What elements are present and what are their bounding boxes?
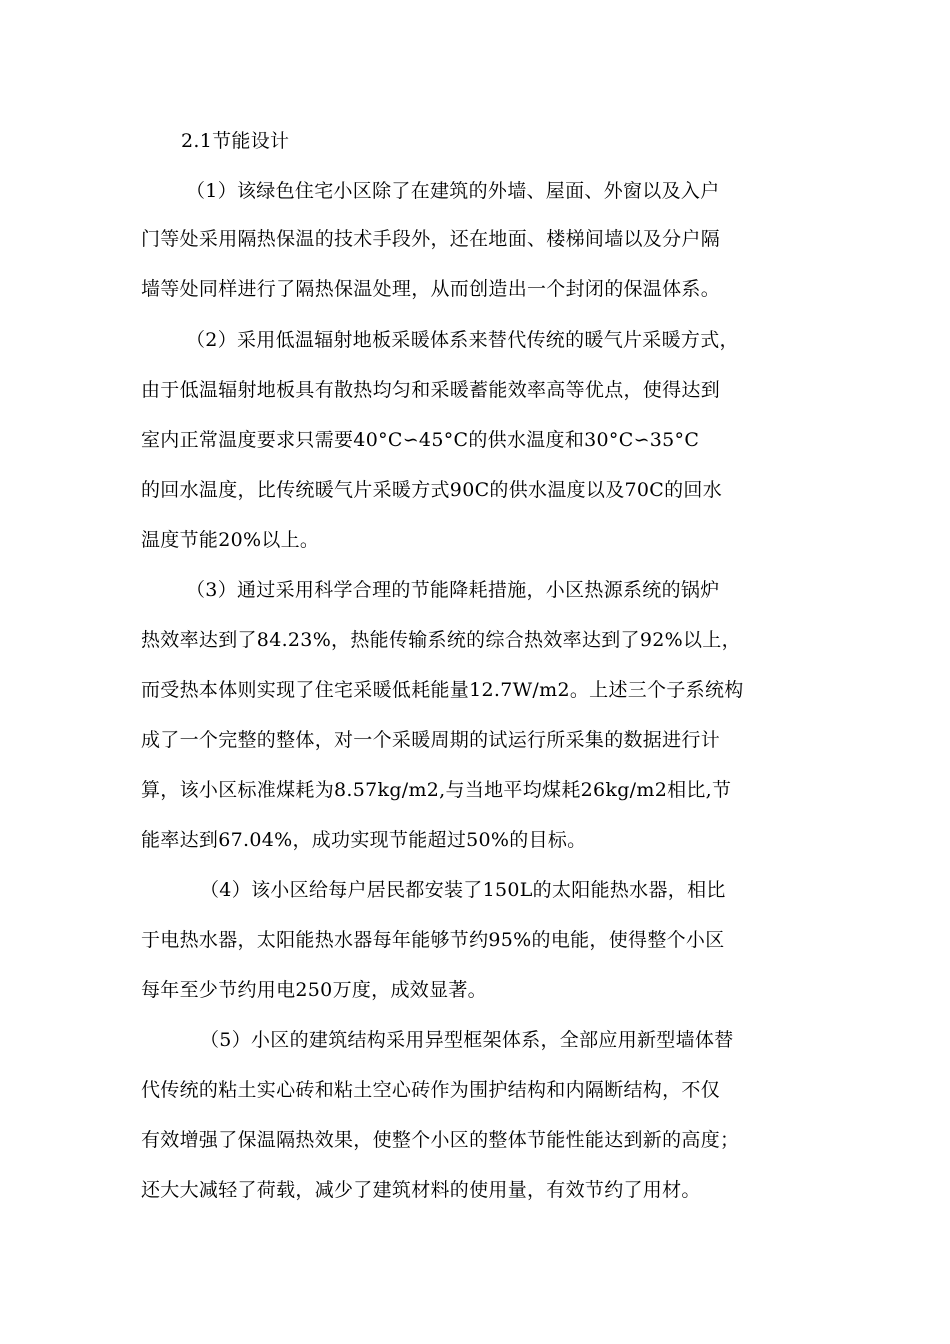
paragraph-4-line-3: 每年至少节约用电250万度，成效显著。 <box>141 979 487 1001</box>
paragraph-2-line-3: 室内正常温度要求只需要40°C∽45°C的供水温度和30°C∽35°C <box>141 429 700 451</box>
paragraph-3-line-5: 算，该小区标准煤耗为8.57kg/m2,与当地平均煤耗26kg/m2相比,节 <box>141 779 732 801</box>
paragraph-2-line-4: 的回水温度，比传统暖气片采暖方式90C的供水温度以及70C的回水 <box>141 479 723 501</box>
paragraph-5-line-2: 代传统的粘土实心砖和粘土空心砖作为围护结构和内隔断结构，不仅 <box>141 1079 721 1101</box>
paragraph-5-line-1: （5）小区的建筑结构采用异型框架体系，全部应用新型墙体替 <box>200 1029 734 1051</box>
paragraph-3-line-1: （3）通过采用科学合理的节能降耗措施，小区热源系统的锅炉 <box>186 579 720 601</box>
paragraph-3-line-2: 热效率达到了84.23%，热能传输系统的综合热效率达到了92%以上， <box>141 629 741 651</box>
paragraph-2-line-1: （2）采用低温辐射地板采暖体系来替代传统的暖气片采暖方式， <box>186 329 739 351</box>
paragraph-5-line-4: 还大大减轻了荷载，减少了建筑材料的使用量，有效节约了用材。 <box>141 1179 701 1201</box>
paragraph-1-line-2: 门等处采用隔热保温的技术手段外，还在地面、楼梯间墙以及分户隔 <box>141 228 721 250</box>
paragraph-3-line-6: 能率达到67.04%，成功实现节能超过50%的目标。 <box>141 829 587 851</box>
paragraph-2-line-5: 温度节能20%以上。 <box>141 529 320 551</box>
section-heading: 2.1节能设计 <box>181 130 290 152</box>
paragraph-5-line-3: 有效增强了保温隔热效果，使整个小区的整体节能性能达到新的高度； <box>141 1129 740 1151</box>
paragraph-4-line-1: （4）该小区给每户居民都安装了150L的太阳能热水器，相比 <box>200 879 726 901</box>
paragraph-3-line-3: 而受热本体则实现了住宅采暖低耗能量12.7W/m2。上述三个子系统构 <box>141 679 744 701</box>
paragraph-1-line-3: 墙等处同样进行了隔热保温处理，从而创造出一个封闭的保温体系。 <box>141 278 721 300</box>
paragraph-1-line-1: （1）该绿色住宅小区除了在建筑的外墙、屋面、外窗以及入户 <box>186 180 720 202</box>
paragraph-2-line-2: 由于低温辐射地板具有散热均匀和采暖蓄能效率高等优点，使得达到 <box>141 379 721 401</box>
paragraph-4-line-2: 于电热水器，太阳能热水器每年能够节约95%的电能，使得整个小区 <box>141 929 725 951</box>
paragraph-3-line-4: 成了一个完整的整体，对一个采暖周期的试运行所采集的数据进行计 <box>141 729 721 751</box>
